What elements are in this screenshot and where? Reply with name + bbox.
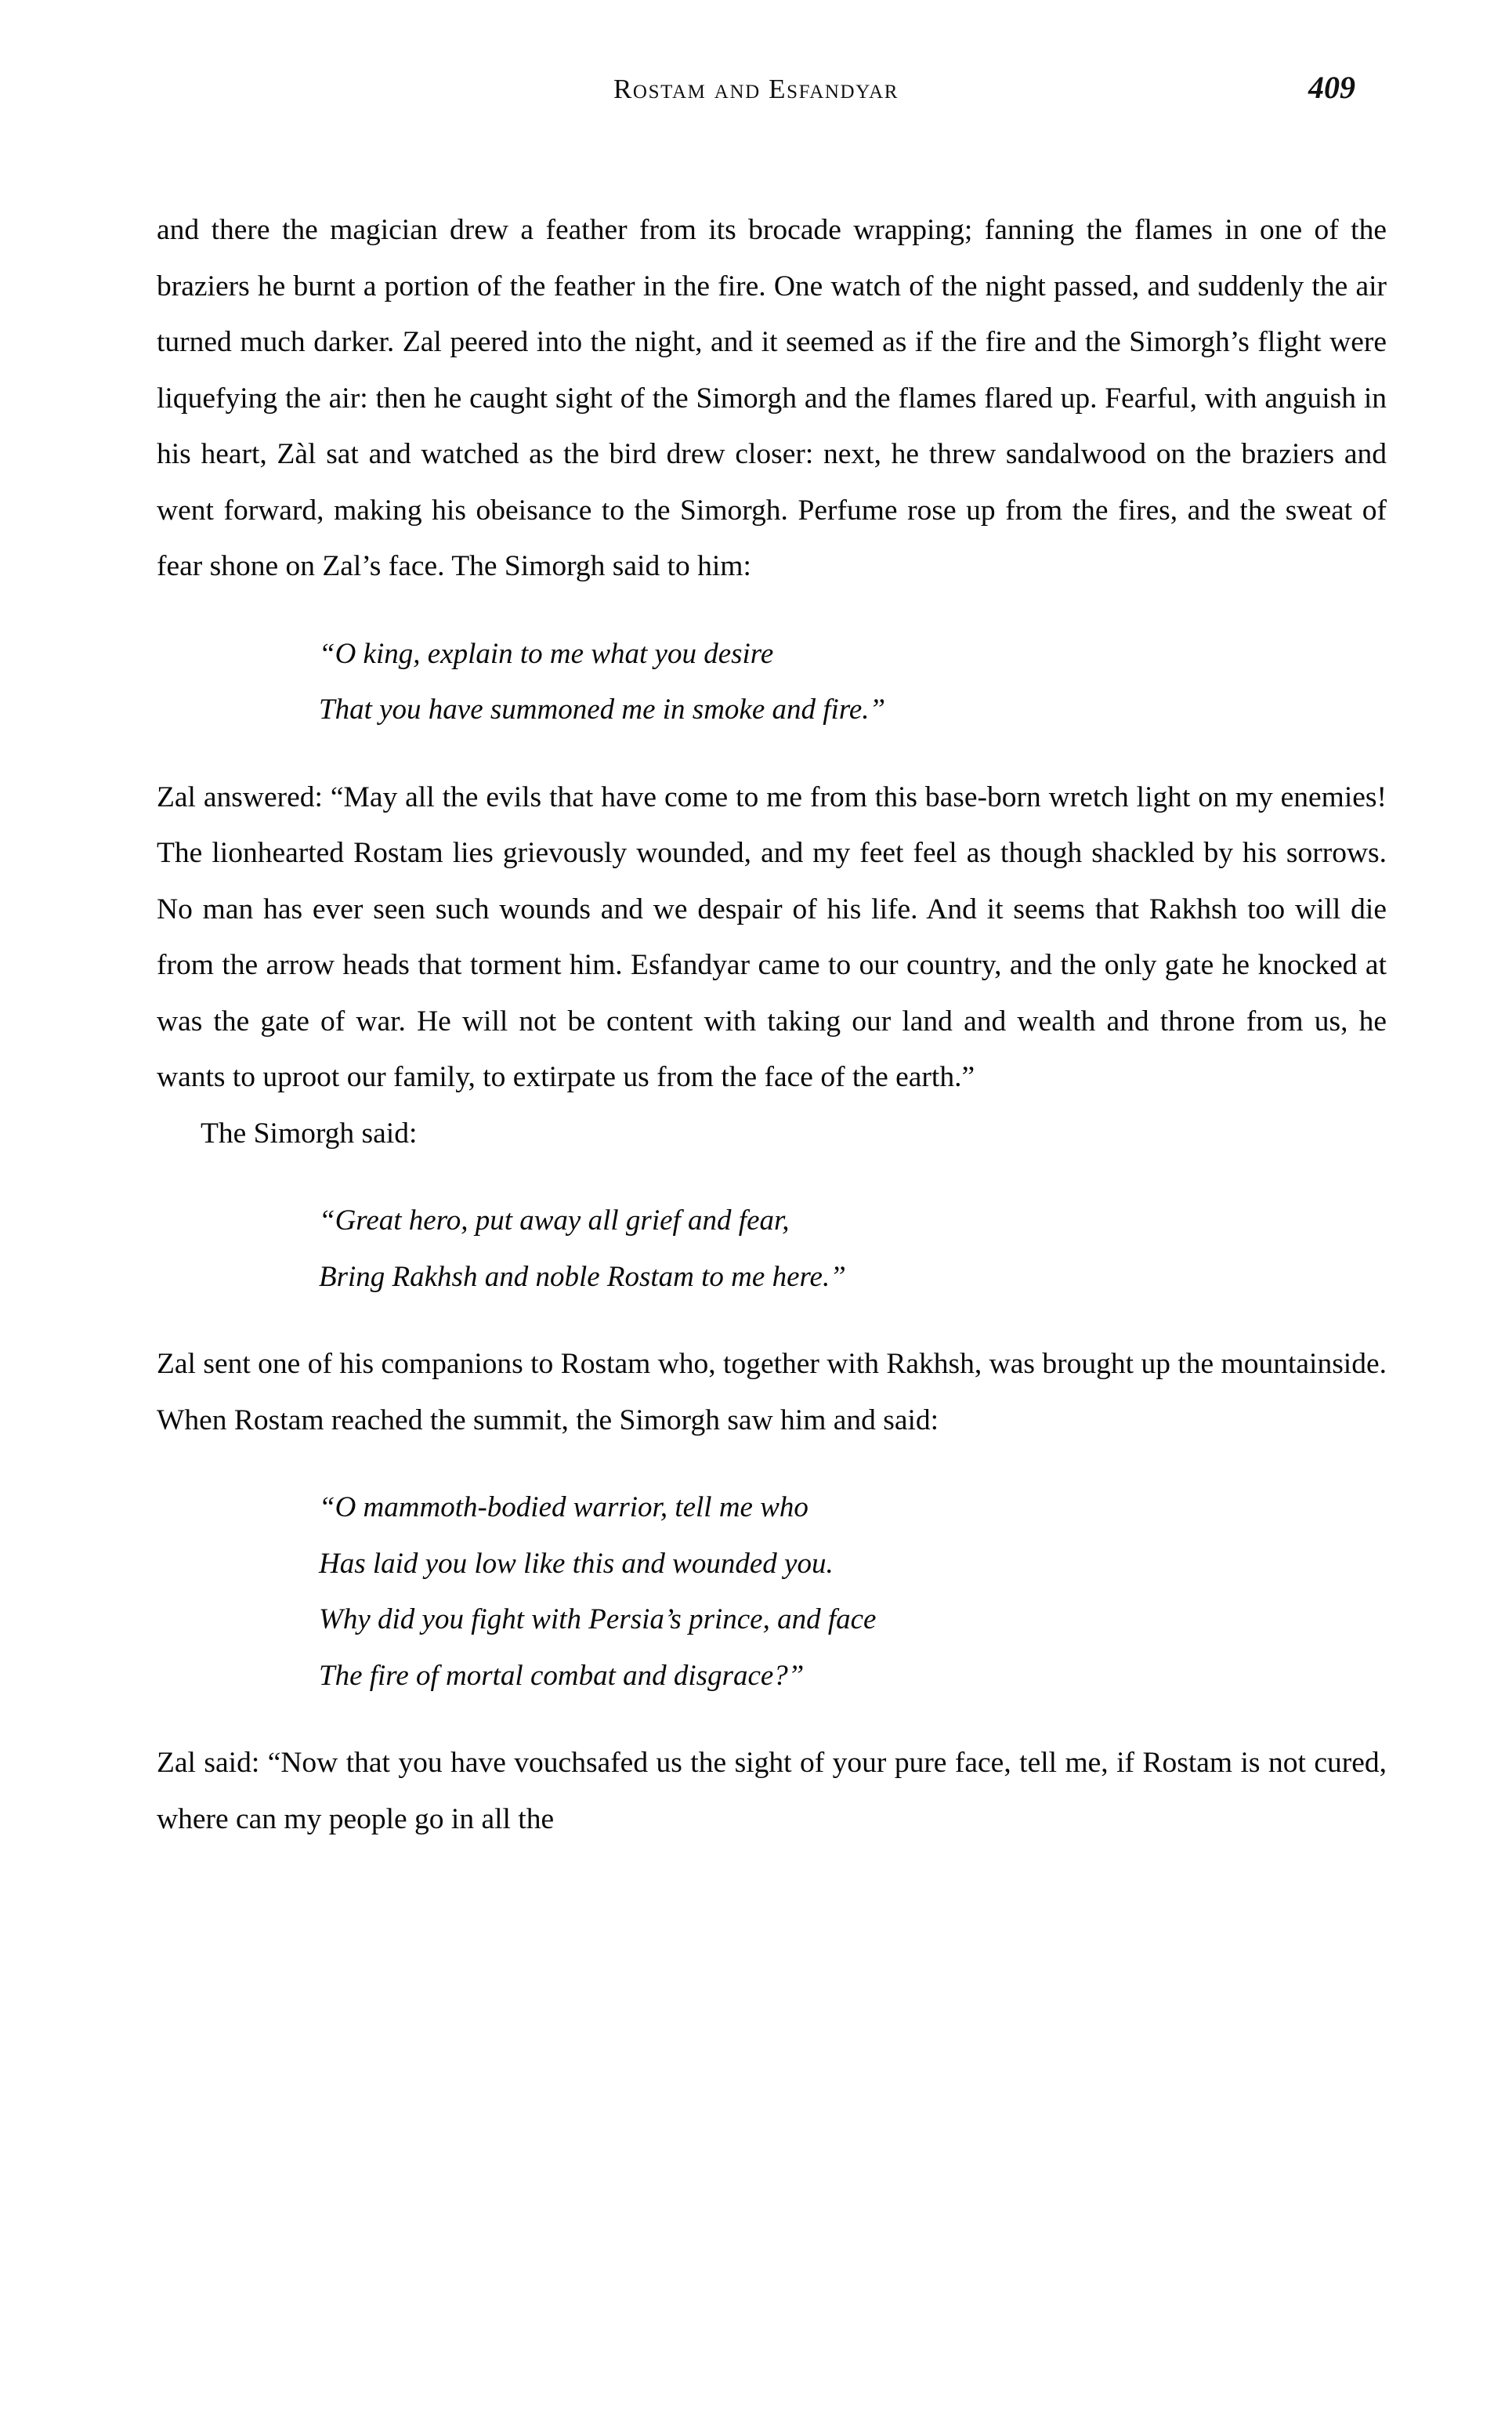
body-paragraph-3: The Simorgh said:: [201, 1117, 418, 1150]
verse-block-2: [157, 1193, 1387, 1305]
verse-spacer-top-1: [157, 595, 1387, 626]
verse-line: Why did you fight with Persia’s prince, and face: [319, 1603, 877, 1635]
body-paragraph-2: Zal answered: “May all the evils that have come to me from this base-born wretch light on my enemies! The lionhearted Rostam lies grievously wounded, and my feet feel as though shackled by his sorrows. No man has ever seen such wounds and we despair of his life. And it seems that Rakhsh too will die from the arrow heads that torment him. Esfandyar came to our country, and the only gate he knocked at was the gate of war. He will not be content with taking our land and wealth and throne from us, he wants to uproot our family, to extirpate us from the face of the earth.”: [157, 781, 1387, 1093]
page-number: 409: [1308, 70, 1355, 105]
body-paragraph-4: Zal sent one of his companions to Rostam who, together with Rakhsh, was brought up the mountainside. When Rostam reached the summit, the Simorgh saw him and said:: [157, 1348, 1387, 1436]
verse-line: Bring Rakhsh and noble Rostam to me here.”: [319, 1260, 846, 1293]
verse-spacer-top-3: [157, 1448, 1387, 1480]
verse-spacer-top-2: [157, 1161, 1387, 1193]
verse-spacer-bottom-1: [157, 738, 1387, 770]
verse-line: “O mammoth-bodied warrior, tell me who: [319, 1491, 808, 1523]
body-paragraph-1: and there the magician drew a feather from its brocade wrapping; fanning the flames in one of the braziers he burnt a portion of the feather in the fire. One watch of the night passed, and suddenly the air turned much darker. Zal peered into the night, and it seemed as if the fire and the Simorgh’s flight were liquefying the air: then he caught sight of the Simorgh and the flames flared up. Fearful, with anguish in his heart, Zàl sat and watched as the bird drew closer: next, he threw sandalwood on the braziers and went forward, making his obeisance to the Simorgh. Perfume rose up from the fires, and the sweat of fear shone on Zal’s face. The Simorgh said to him:: [157, 214, 1387, 582]
verse-line: “O king, explain to me what you desire: [319, 637, 774, 670]
running-head-title: Rostam and Esfandyar: [613, 74, 899, 104]
verse-block-3: [157, 1480, 1387, 1704]
verse-line: Has laid you low like this and wounded you.: [319, 1547, 834, 1580]
verse-block-1: [157, 626, 1387, 738]
verse-spacer-bottom-3: [157, 1704, 1387, 1735]
verse-line: “Great hero, put away all grief and fear,: [319, 1204, 790, 1237]
verse-spacer-bottom-2: [157, 1305, 1387, 1336]
running-head: [157, 70, 1355, 122]
verse-line: That you have summoned me in smoke and fire.”: [319, 694, 886, 726]
body-paragraph-5: Zal said: “Now that you have vouchsafed us the sight of your pure face, tell me, if Rostam is not cured, where can my people go in all the: [157, 1747, 1387, 1835]
verse-line: The fire of mortal combat and disgrace?”: [319, 1659, 805, 1692]
text-block: [157, 202, 1387, 1847]
